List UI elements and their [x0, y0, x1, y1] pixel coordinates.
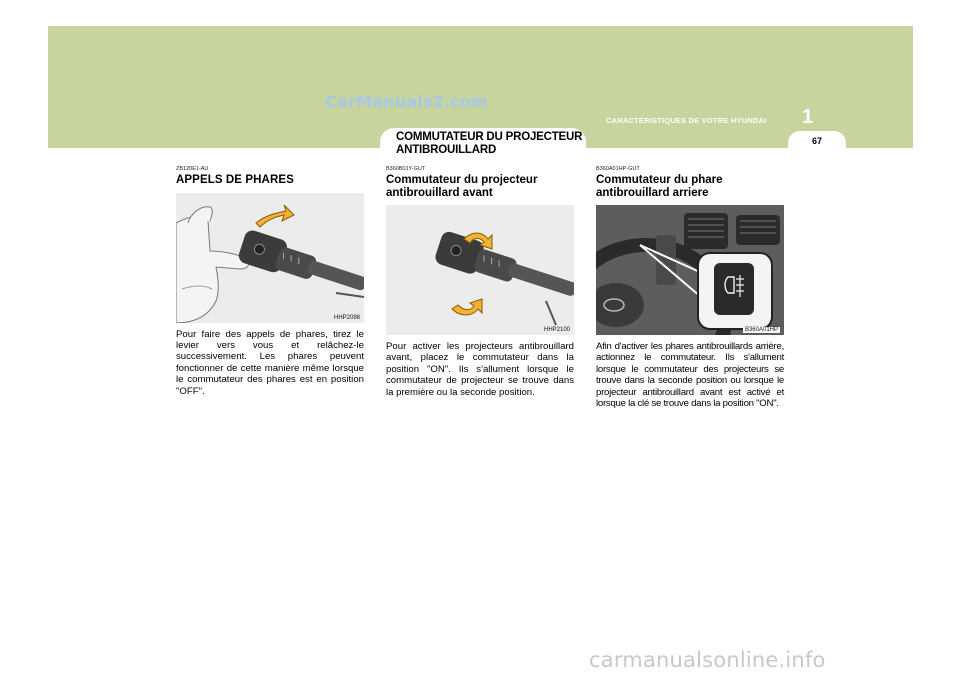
body-text: Afin d'activer les phares antibrouillards arrière, actionnez le commutateur. Ils s'allument lorsque le commutateur des projecteurs se trouve dans la seconde position ou lorsque le projecteur antibrouillard avant est activé et lorsque la clé se trouve dans la position "ON".: [596, 341, 784, 410]
photo-caption: HHP2098: [333, 314, 360, 321]
footer-watermark-link[interactable]: carmanualsonline.info: [589, 648, 826, 672]
body-text: Pour activer les projecteurs antibrouillard avant, placez le commutateur dans la position "ON". Ils s'allument lorsque le commutateur de projecteur se trouve dans la première ou la seconde position.: [386, 341, 574, 398]
section-heading: Commutateur du phare antibrouillard arriere: [596, 174, 723, 199]
section-code: B360B01Y-GUT: [386, 166, 426, 172]
watermark-link[interactable]: CarManuals2.com: [325, 92, 489, 111]
column-rear-fog: [596, 166, 784, 409]
section-title: COMMUTATEUR DU PROJECTEUR ANTIBROUILLARD: [396, 131, 583, 156]
column-front-fog: [386, 166, 574, 398]
photo-caption: B360A01HP: [744, 327, 778, 333]
section-tab: [380, 128, 586, 162]
photo-headlight-lever: [176, 193, 364, 323]
column-headlight-flash: [176, 166, 364, 397]
photo-front-fog-switch: [386, 205, 574, 335]
section-heading: Commutateur du projecteur antibrouillard avant: [386, 174, 538, 199]
section-heading: APPELS DE PHARES: [176, 174, 294, 186]
page-number: 67: [788, 131, 846, 148]
photo-rear-fog-switch: [596, 205, 784, 335]
photo-caption: HHP2100: [543, 327, 570, 333]
chapter-title: CARACTÉRISTIQUES DE VOTRE HYUNDAI: [606, 116, 767, 125]
chapter-number: 1: [802, 106, 814, 128]
body-text: Pour faire des appels de phares, tirez le levier vers vous et relâchez-le successivement. Les phares peuvent fonctionner de cette manière même lorsque le commutateur des phares est en position "OFF".: [176, 328, 364, 397]
section-code: B360A01HP-GUT: [596, 166, 640, 172]
section-code: ZB120E1-AU: [176, 166, 209, 172]
